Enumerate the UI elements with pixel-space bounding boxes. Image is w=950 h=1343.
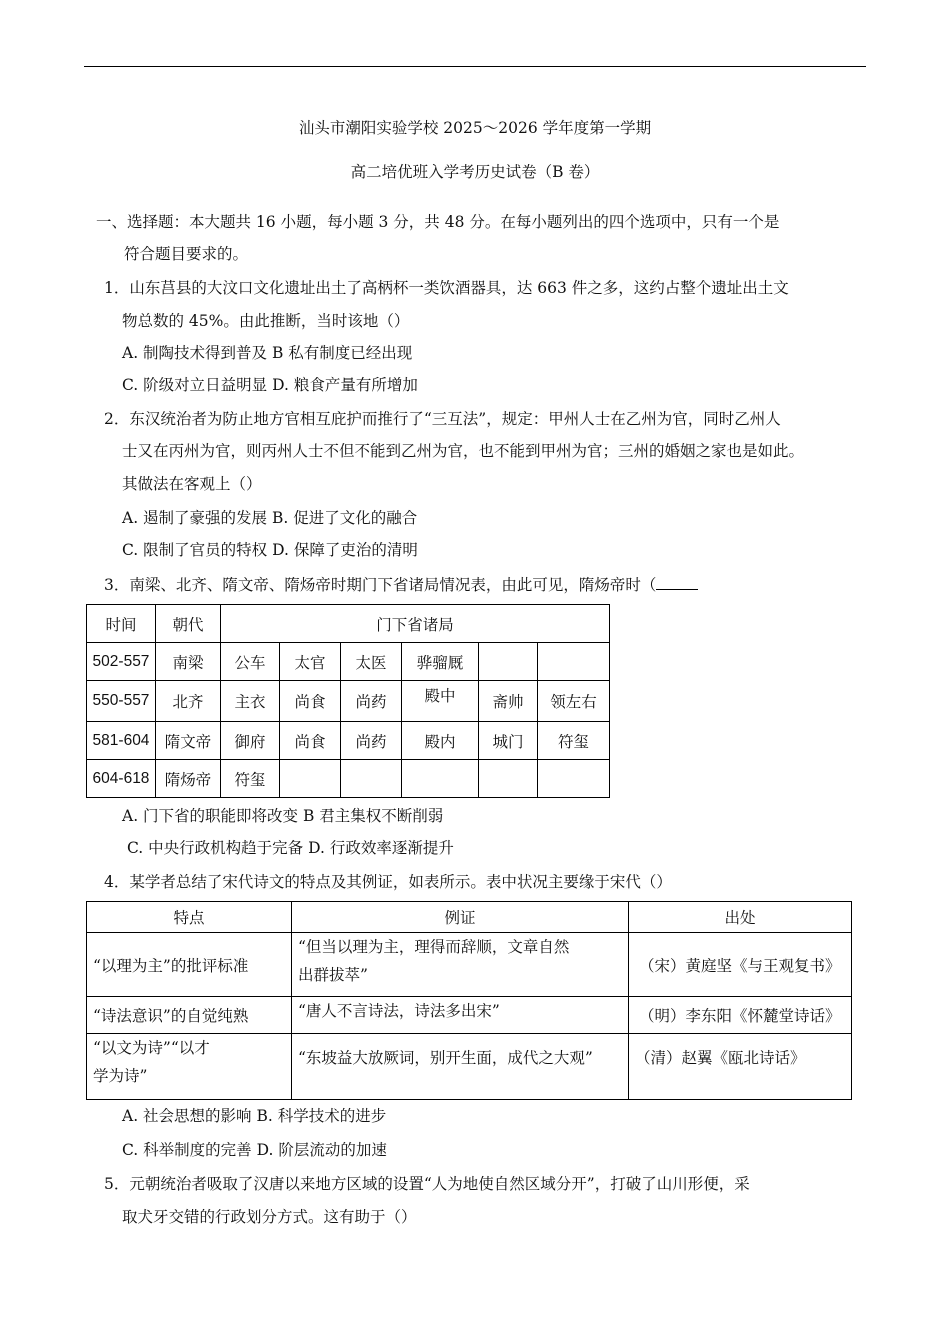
table-row <box>87 997 852 1034</box>
cell-line: “但当以理为主，理得而辞顺，文章自然 <box>298 938 570 956</box>
table-header-cell: 时间 <box>87 605 156 643</box>
table-cell: 符玺 <box>221 760 280 798</box>
q1-options-ab: A. 制陶技术得到普及 B 私有制度已经出现 <box>122 344 413 362</box>
section-intro-line2: 符合题目要求的。 <box>124 245 249 263</box>
table-cell: （宋）黄庭坚《与王观复书》 <box>629 933 852 997</box>
exam-title-line2: 高二培优班入学考历史试卷（B 卷） <box>350 163 600 181</box>
table-header-row <box>87 902 852 933</box>
table-header-cell: 例证 <box>292 902 629 933</box>
table-cell: 尚食 <box>280 722 341 760</box>
table-cell <box>402 760 479 798</box>
table-cell: “以理为主”的批评标准 <box>87 933 292 997</box>
table-cell <box>479 643 538 681</box>
table-cell: “东坡益大放厥词，别开生面，成代之大观” <box>292 1034 629 1100</box>
table-row <box>87 722 610 760</box>
table-cell: （明）李东阳《怀麓堂诗话》 <box>629 997 852 1034</box>
table-row <box>87 933 852 997</box>
cell-line: “以文为诗”“以才 <box>93 1039 210 1057</box>
table-cell <box>341 760 402 798</box>
q3-table <box>86 604 610 798</box>
table-cell: 领左右 <box>538 681 610 722</box>
table-cell: “诗法意识”的自觉纯熟 <box>87 997 292 1034</box>
q5-stem-line1: 5．元朝统治者吸取了汉唐以来地方区域的设置“人为地使自然区域分开”，打破了山川形便，采 <box>104 1175 750 1193</box>
table-cell: 殿中 <box>402 681 479 722</box>
table-header-cell: 朝代 <box>156 605 221 643</box>
table-row <box>87 681 610 722</box>
table-cell <box>87 1034 292 1100</box>
table-cell: 太医 <box>341 643 402 681</box>
table-cell: 南梁 <box>156 643 221 681</box>
table-cell <box>280 760 341 798</box>
table-cell: 隋文帝 <box>156 722 221 760</box>
table-row <box>87 760 610 798</box>
q4-options-cd: C. 科举制度的完善 D. 阶层流动的加速 <box>122 1141 387 1159</box>
table-cell: 御府 <box>221 722 280 760</box>
q1-options-cd: C. 阶级对立日益明显 D. 粮食产量有所增加 <box>122 376 418 394</box>
q4-table <box>86 901 852 1100</box>
exam-title-line1: 汕头市潮阳实验学校 2025～2026 学年度第一学期 <box>298 119 652 137</box>
answer-blank <box>656 575 698 590</box>
q1-stem-line2: 物总数的 45%。由此推断，当时该地（） <box>122 312 410 330</box>
table-cell: 公车 <box>221 643 280 681</box>
table-cell: 尚药 <box>341 681 402 722</box>
table-header-cell: 出处 <box>629 902 852 933</box>
table-cell: 骅骝厩 <box>402 643 479 681</box>
table-cell <box>538 643 610 681</box>
section-intro-line1: 一、选择题：本大题共 16 小题，每小题 3 分，共 48 分。在每小题列出的四个选项中，只有一个是 <box>96 213 780 231</box>
table-cell: 隋炀帝 <box>156 760 221 798</box>
q2-options-ab: A. 遏制了豪强的发展 B. 促进了文化的融合 <box>122 509 418 527</box>
table-cell <box>479 760 538 798</box>
table-cell: 尚药 <box>341 722 402 760</box>
table-cell: 550-557 <box>87 681 156 722</box>
q3-stem-line1 <box>104 575 698 595</box>
table-cell: 城门 <box>479 722 538 760</box>
q2-options-cd: C. 限制了官员的特权 D. 保障了吏治的清明 <box>122 541 418 559</box>
table-header-cell: 特点 <box>87 902 292 933</box>
table-cell: 604-618 <box>87 760 156 798</box>
table-header-cell: 门下省诸局 <box>221 605 610 643</box>
table-cell: “唐人不言诗法，诗法多出宋” <box>292 997 629 1034</box>
table-cell <box>292 933 629 997</box>
table-row <box>87 1034 852 1100</box>
table-cell: 斋帅 <box>479 681 538 722</box>
table-cell: 殿内 <box>402 722 479 760</box>
q3-stem-text: 3．南梁、北齐、隋文帝、隋炀帝时期门下省诸局情况表，由此可见，隋炀帝时（ <box>104 576 657 594</box>
table-row <box>87 643 610 681</box>
table-cell <box>538 760 610 798</box>
table-cell: 502-557 <box>87 643 156 681</box>
q2-stem-line3: 其做法在客观上（） <box>122 475 262 493</box>
table-header-row <box>87 605 610 643</box>
table-cell: 主衣 <box>221 681 280 722</box>
q2-stem-line1: 2．东汉统治者为防止地方官相互庇护而推行了“三互法”，规定：甲州人士在乙州为官，同时乙州人 <box>104 410 781 428</box>
q1-stem-line1: 1．山东莒县的大汶口文化遗址出土了高柄杯一类饮酒器具，达 663 件之多，这约占整个遗址出土文 <box>104 279 789 297</box>
q3-options-cd: C. 中央行政机构趋于完备 D. 行政效率逐渐提升 <box>127 839 454 857</box>
q3-options-ab: A. 门下省的职能即将改变 B 君主集权不断削弱 <box>122 807 444 825</box>
table-cell: 581-604 <box>87 722 156 760</box>
cell-line: 出群拔萃” <box>298 966 368 984</box>
table-cell: （清）赵翼《瓯北诗话》 <box>629 1034 852 1100</box>
q4-stem-line1: 4．某学者总结了宋代诗文的特点及其例证，如表所示。表中状况主要缘于宋代（） <box>104 873 672 891</box>
header-rule <box>84 66 866 67</box>
table-cell: 北齐 <box>156 681 221 722</box>
q2-stem-line2: 士又在丙州为官，则丙州人士不但不能到乙州为官，也不能到甲州为官；三州的婚姻之家也是如此。 <box>122 442 805 460</box>
q4-options-ab: A. 社会思想的影响 B. 科学技术的进步 <box>122 1107 387 1125</box>
table-cell: 尚食 <box>280 681 341 722</box>
table-cell: 太官 <box>280 643 341 681</box>
table-cell: 符玺 <box>538 722 610 760</box>
q5-stem-line2: 取犬牙交错的行政划分方式。这有助于（） <box>122 1208 417 1226</box>
cell-line: 学为诗” <box>93 1067 148 1085</box>
